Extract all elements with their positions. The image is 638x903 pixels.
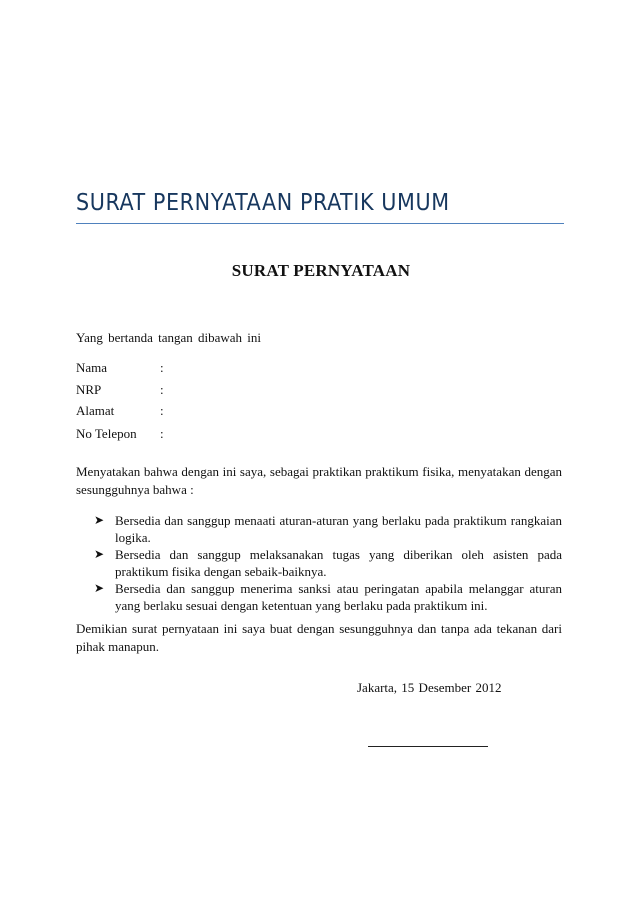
signature-line <box>368 746 488 747</box>
list-item <box>94 546 562 580</box>
field-label: Alamat <box>76 403 115 418</box>
arrowhead-bullet-icon: ➤ <box>94 513 105 527</box>
list-item <box>94 512 562 546</box>
list-item-text: Bersedia dan sanggup melaksanakan tugas yang diberikan oleh asisten pada praktikum fisika dengan sebaik-baiknya. <box>115 547 562 579</box>
field-label: NRP <box>76 382 102 397</box>
place-date: Jakarta, 15 Desember 2012 <box>357 680 502 695</box>
field-label: No Telepon <box>76 426 137 441</box>
field-colon: : <box>160 382 164 397</box>
closing-paragraph: Demikian surat pernyataan ini saya buat dengan sesungguhnya dan tanpa ada tekanan dari pihak manapun. <box>76 621 562 654</box>
list-item <box>94 580 562 614</box>
field-label: Nama <box>76 360 108 375</box>
letter-heading: SURAT PERNYATAAN <box>231 261 411 280</box>
document-title: SURAT PERNYATAAN PRATIK UMUM <box>76 190 450 216</box>
arrowhead-bullet-icon: ➤ <box>94 547 105 561</box>
field-colon: : <box>160 426 164 441</box>
intro-text: Yang bertanda tangan dibawah ini <box>76 330 262 345</box>
commitment-list <box>94 512 562 614</box>
field-colon: : <box>160 360 164 375</box>
title-underline <box>76 223 564 224</box>
list-item-text: Bersedia dan sanggup menaati aturan-aturan yang berlaku pada praktikum rangkaian logika. <box>115 513 562 545</box>
arrowhead-bullet-icon: ➤ <box>94 581 105 595</box>
statement-paragraph: Menyatakan bahwa dengan ini saya, sebagai praktikan praktikum fisika, menyatakan dengan sesungguhnya bahwa : <box>76 464 562 497</box>
list-item-text: Bersedia dan sanggup menerima sanksi atau peringatan apabila melanggar aturan yang berlaku sesuai dengan ketentuan yang berlaku pada praktikum ini. <box>115 581 562 613</box>
field-colon: : <box>160 403 164 418</box>
